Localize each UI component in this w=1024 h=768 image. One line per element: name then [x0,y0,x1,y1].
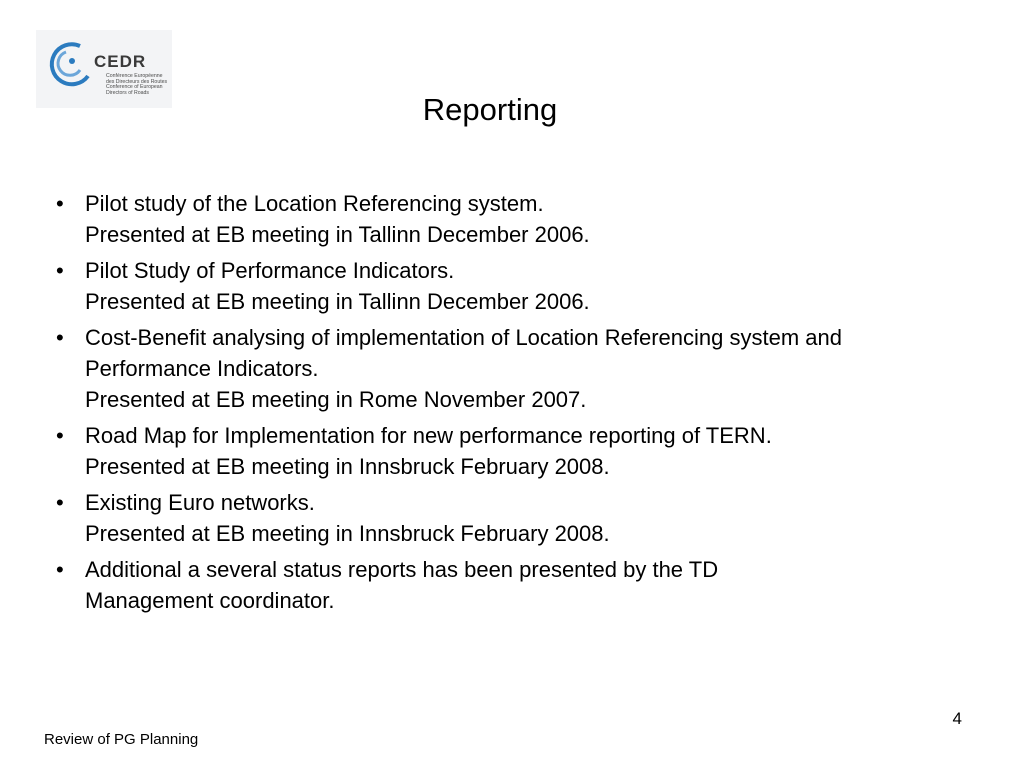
bullet-line: Presented at EB meeting in Rome November 2007. [85,387,587,412]
bullet-line: Pilot study of the Location Referencing system. [85,191,544,216]
logo-tagline-line: des Directeurs des Routes [106,78,168,85]
bullet-icon: • [56,557,64,582]
logo-tagline-line: Conférence Européenne [106,73,163,79]
bullet-line: Performance Indicators. [85,356,319,381]
bullet-item [56,322,986,415]
bullet-line: Presented at EB meeting in Innsbruck February 2008. [85,521,610,546]
bullet-icon: • [56,423,64,448]
bullet-line: Pilot Study of Performance Indicators. [85,258,455,283]
logo-wordmark: CEDR [94,52,147,71]
bullet-list [56,188,986,621]
logo-tagline-line: Directors of Roads [106,89,149,96]
bullet-icon: • [56,490,64,515]
slide-title: Reporting [422,92,558,127]
bullet-item [56,188,986,250]
bullet-line: Presented at EB meeting in Innsbruck February 2008. [85,454,610,479]
bullet-line: Presented at EB meeting in Tallinn December 2006. [85,222,590,247]
bullet-line: Road Map for Implementation for new performance reporting of TERN. [85,423,772,448]
bullet-line: Management coordinator. [85,588,335,613]
bullet-icon: • [56,258,64,283]
bullet-item [56,554,986,616]
bullet-line: Existing Euro networks. [85,490,315,515]
footer-text: Review of PG Planning [44,731,199,748]
logo-tagline-line: Conference of European [106,84,163,91]
bullet-item [56,487,986,549]
bullet-item [56,420,986,482]
bullet-line: Additional a several status reports has been presented by the TD [85,557,719,582]
bullet-line: Cost-Benefit analysing of implementation of Location Referencing system and [85,325,842,350]
bullet-icon: • [56,325,64,350]
bullet-item [56,255,986,317]
page-number: 4 [952,709,962,728]
bullet-icon: • [56,191,64,216]
bullet-line: Presented at EB meeting in Tallinn December 2006. [85,289,590,314]
